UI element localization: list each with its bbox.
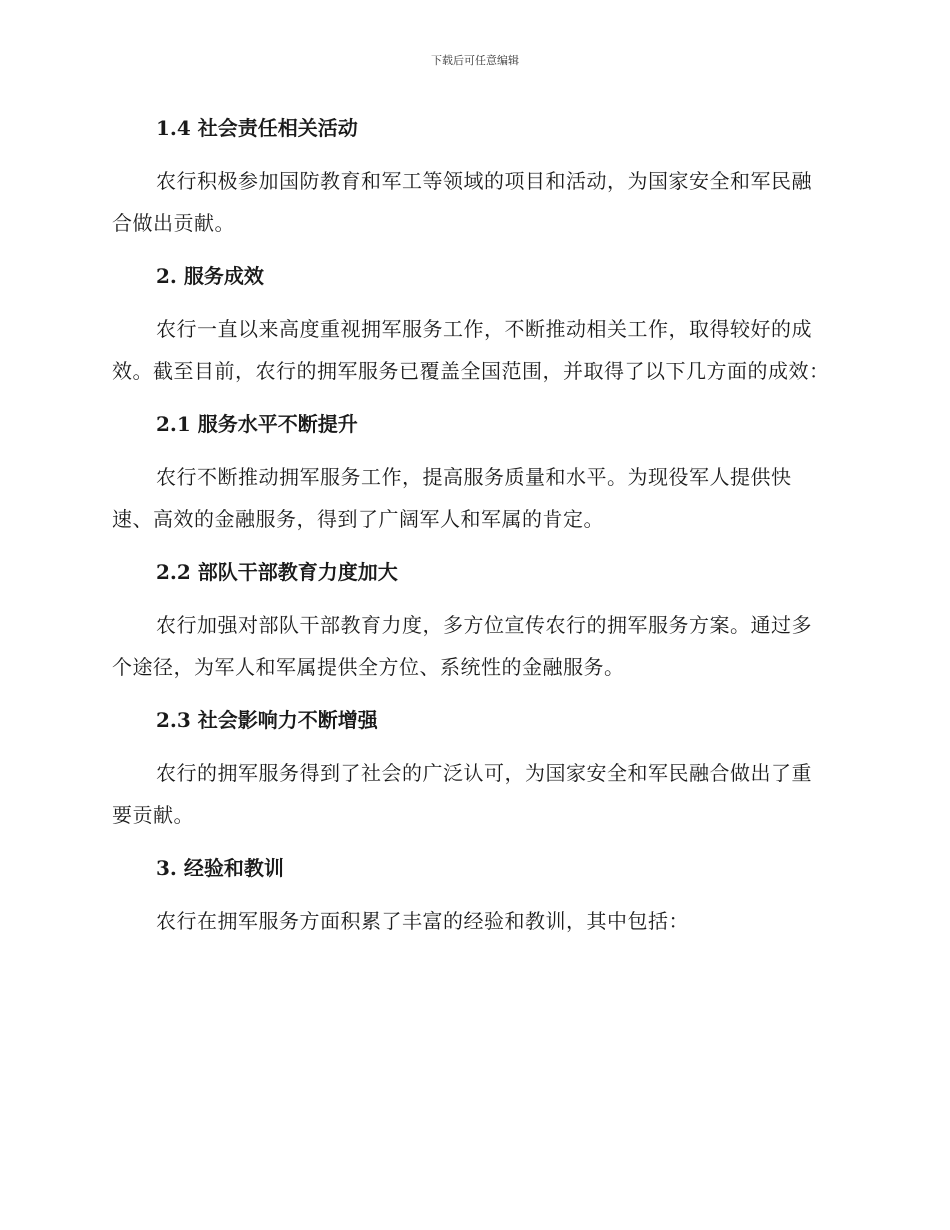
page-header: 下载后可任意编辑	[431, 54, 519, 67]
section-heading-1-4: 1.4 社会责任相关活动	[156, 116, 358, 140]
paragraph-social-responsibility: 农行积极参加国防教育和军工等领域的项目和活动，为国家安全和军民融合做出贡献。	[112, 169, 812, 235]
section-heading-2-3: 2.3 社会影响力不断增强	[156, 708, 378, 732]
paragraph-cadre-education: 农行加强对部队干部教育力度，多方位宣传农行的拥军服务方案。通过多个途径，为军人和军属提供全方位、系统性的金融服务。	[112, 613, 812, 679]
section-heading-3: 3. 经验和教训	[156, 856, 284, 880]
paragraph-service-results: 农行一直以来高度重视拥军服务工作，不断推动相关工作，取得较好的成效。截至目前，农行的拥军服务已覆盖全国范围，并取得了以下几方面的成效：	[112, 317, 830, 383]
section-heading-2-1: 2.1 服务水平不断提升	[156, 412, 358, 436]
paragraph-social-influence: 农行的拥军服务得到了社会的广泛认可，为国家安全和军民融合做出了重要贡献。	[112, 761, 812, 827]
paragraph-experience: 农行在拥军服务方面积累了丰富的经验和教训，其中包括：	[156, 909, 689, 933]
document-body	[112, 108, 832, 954]
section-heading-2-2: 2.2 部队干部教育力度加大	[156, 560, 398, 584]
section-heading-2: 2. 服务成效	[156, 264, 264, 288]
paragraph-service-level: 农行不断推动拥军服务工作，提高服务质量和水平。为现役军人提供快速、高效的金融服务，得到了广阔军人和军属的肯定。	[112, 465, 792, 531]
